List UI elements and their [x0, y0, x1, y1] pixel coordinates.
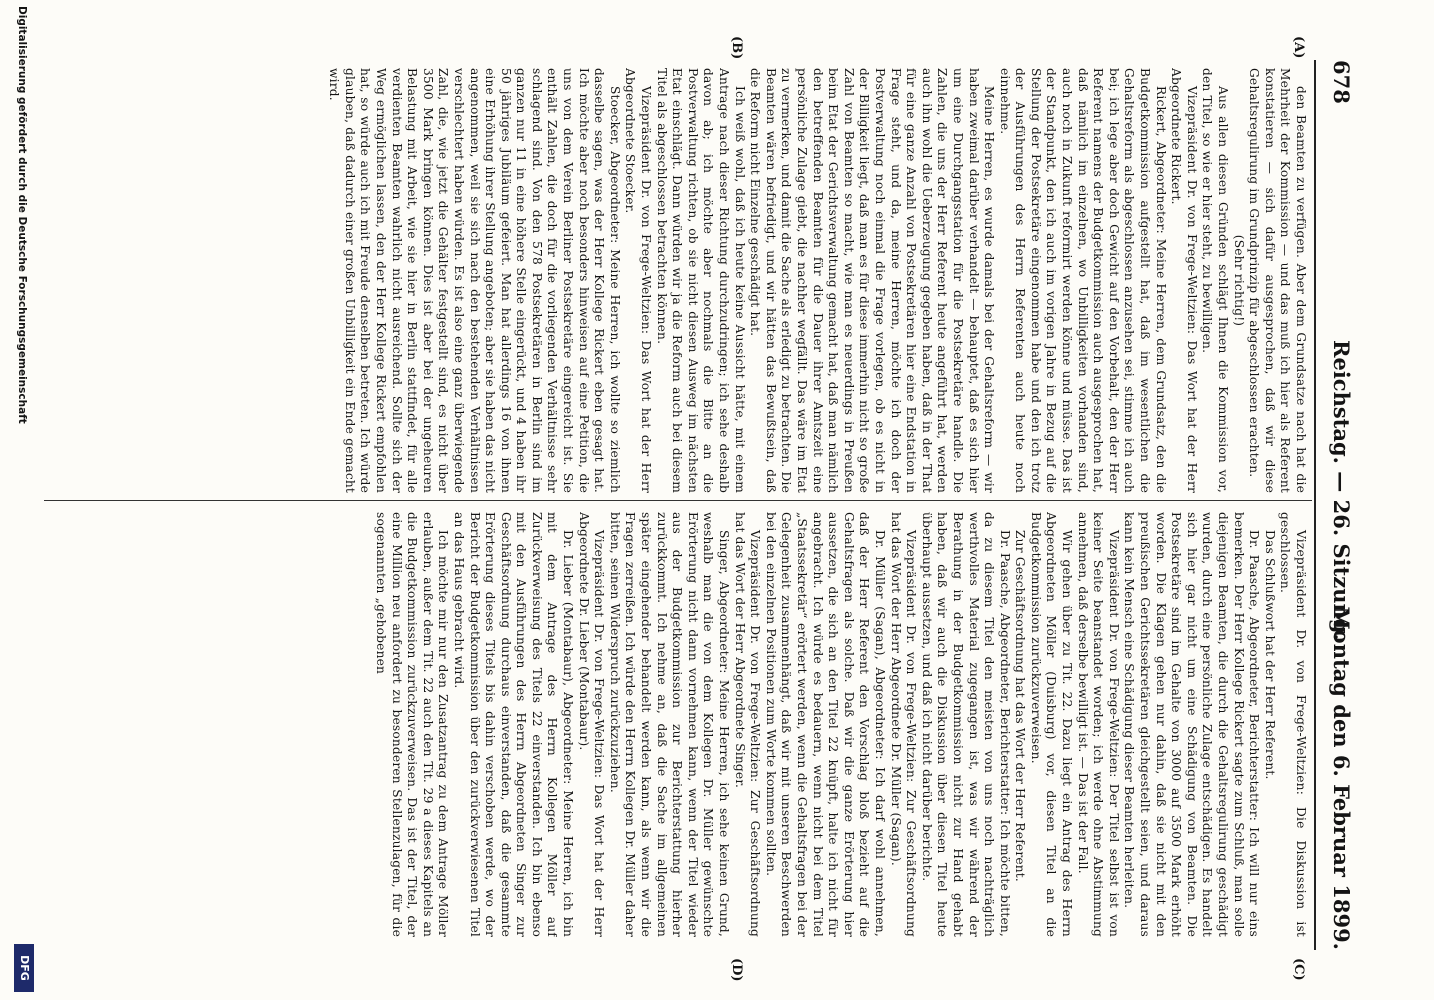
session-title: Reichstag. — 26. Sitzung. — [1329, 340, 1354, 641]
paragraph: Dr. Müller (Sagan), Abgeordneter: Ich darf wohl annehmen, daß der Herr Referent den Vorschlag bloß bezieht auf die Gehaltsfragen als solche. Daß wir die ganze Erörterung hier aussetzen, die sich an den Titel 22 knüpft, halte ich nicht für angebracht. Ich würde es bedauern, wenn nicht bei dem Titel „Staatssekretär“ erörtert werden, wenn die Gehaltsfragen bei der Gelegenheit zusammenhängt, daß wir mit unseren Beschwerden bei den einzelnen Positionen zum Worte kommen sollten. — [763, 512, 887, 937]
paragraph: Meine Herren, es wurde damals bei der Gehaltsreform — wir haben zweimal darüber verhandelt — behauptet, daß es sich hier um eine Durchgangsstation für die Postsekretäre handle. Die Zahlen, die uns der Herr Referent heute angeführt hat, werden auch ihn wohl die Ueberzeugung gegeben haben, daß in der That für eine ganze Anzahl von Postsekretären hier eine Endstation in Frage steht, und da, meine Herren, möchte ich doch der Postverwaltung noch einmal die Frage vorlegen, ob es nicht in der Billigkeit liegt, daß man es für diese immerhin nicht so große Zahl von Beamten so macht, wie man es neuerdings in Preußen beim Etat der Gerichtsverwaltung gemacht hat, daß man nämlich den betreffenden Beamten für die Dauer ihrer Amtszeit eine persönliche Zulage giebt, die nachher wegfällt. Das wäre im Etat zu vermerken, und damit die Sache als erledigt zu betrachten. Die Beamten wären befriedigt, und wir hätten das Bewußtsein, daß die Reform nicht Einzelne geschädigt hat. — [748, 68, 997, 493]
paragraph: Aus allen diesen Gründen schlägt Ihnen die Kommission vor, den Titel, so wie er hier steht, zu bewilligen. — [1200, 68, 1231, 493]
paragraph: Rickert, Abgeordneter: Meine Herren, dem Grundsatz, den die Budgetkommission aufgestellt hat, daß im wesentlichen die Gehaltsreform als abgeschlossen anzusehen sei, stimme ich auch bei; ich lege aber doch Gewicht auf den Vorbehalt, den der Herr Referent namens der Budgetkommission auch ausgesprochen hat, daß nämlich im einzelnen, wo Unbilligkeiten vorhanden sind, auch noch in Zukunft reformirt werden könne und müsse. Das ist der Standpunkt, den ich auch im vorigen Jahre in Bezug auf die Stellung der Postsekretäre eingenommen habe und den ich trotz der Ausführungen des Herrn Referenten auch heute noch einnehme. — [997, 68, 1168, 493]
paragraph: Zur Geschäftsordnung hat das Wort der Herr Referent. — [1013, 530, 1028, 882]
left-text-column — [43, 68, 1308, 493]
paragraph: Vizepräsident Dr. von Frege-Weltzien: Zur Geschäftsordnung hat das Wort der Herr Abgeordnete Dr. Müller (Sagan). — [888, 512, 919, 937]
header-rule — [1314, 60, 1316, 950]
credit-text: Digitalisierung gefördert durch die Deutsche Forschungsgemeinschaft — [16, 6, 28, 424]
paragraph: Ich möchte mir nur den Zusatzantrag zu dem Antrage Möller erlauben, außer dem Tit. 22 auch den Tit. 29 a dieses Kapitels an die Budgetkommission zurückzuverweisen. Das ist der Titel, der eine Million neu anfordert zu besonderen Stellenzulagen, für die sogenannten „gehobenen — [373, 512, 451, 937]
right-text-column — [43, 512, 1308, 937]
dfg-logo: DFG — [14, 944, 34, 992]
paragraph: Wir gehen über zu Tit. 22. Dazu liegt ein Antrag des Herrn Abgeordneten Möller (Duisburg) vor, diesen Titel an die Budgetkommission zurückzuverweisen. — [1028, 512, 1075, 937]
paragraph: Das Schlußwort hat der Herr Referent. — [1262, 530, 1277, 780]
paragraph: Vizepräsident Dr. von Frege-Weltzien: Zur Geschäftsordnung hat das Wort der Herr Abgeordnete Singer. — [732, 512, 763, 937]
paragraph: Singer, Abgeordneter: Meine Herren, ich sehe keinen Grund, weshalb man die von dem Kollegen Dr. Müller gewünschte Erörterung nicht dann vornehmen kann, wenn der Titel wieder aus der Budgetkommission zur Berichterstattung hierher zurückkommt. Ich nehme an, daß die Sache im allgemeinen später eingehender behandelt werden kann, als wenn wir die Fragen zerreißen. Ich würde den Herrn Kollegen Dr. Müller daher bitten, seinen Widerspruch zurückzuziehen. — [607, 512, 732, 937]
margin-marker-b: (B) — [729, 36, 744, 60]
paragraph: Vizepräsident Dr. von Frege-Weltzien: Das Wort hat der Herr Abgeordnete Rickert. — [1169, 68, 1199, 493]
paragraph: Stoecker, Abgeordneter: Meine Herren, ich wollte so ziemlich dasselbe sagen, was der Herr Kollege Rickert eben gesagt hat. Ich möchte aber noch besonders hinweisen auf eine Petition, die uns von dem Verein Berliner Postsekretäre eingereicht ist. Sie enthält Zahlen, die doch für die vorliegenden Verhältnisse sehr schlagend sind. Von den 578 Postsekretären in Berlin sind im ganzen nur 11 in eine höhere Stelle eingerückt, und 4 haben ihr 50 jähriges Jubiläum gefeiert. Man hat allerdings 16 von ihnen eine Erhöhung ihrer Stellung angeboten; aber sie haben das nicht angenommen, weil sie sich nach den bestehenden Verhältnissen verschlechtert haben würden. Es ist also eine ganz überwiegende Zahl, die, wie jetzt die Gehälter festgestellt sind, es nicht über 3500 Mark bringen können. Dies ist aber bei der ungeheuren Belastung mit Arbeit, wie sie hier in Berlin stattfindet, für alle verdienten Beamten wahrlich nicht ausreichend. Sollte sich der Weg ermöglichen lassen, den der Herr Kollege Rickert empfohlen hat, so würde auch ich mit Freude denselben betreten. Ich würde glauben, daß dadurch einer großen Unbilligkeit ein Ende gemacht wird. — [327, 68, 622, 493]
paragraph: Dr. Lieber (Montabaur), Abgeordneter: Meine Herren, ich bin mit dem Antrage des Herrn Kollegen Möller auf Zurückverweisung des Titels 22 einverstanden. Ich bin ebenso mit den Ausführungen des Herrn Abgeordneten Singer zur Geschäftsordnung durchaus einverstanden, daß die gesammte Erörterung dieses Titels bis dahin verschoben werde, wo der Bericht der Budgetkommission über den zurückverwiesenen Titel an das Haus gebracht wird. — [451, 512, 576, 937]
paragraph: Vizepräsident Dr. von Frege-Weltzien: Der Titel selbst ist von keiner Seite beanstandet worden; ich werde ohne Abstimmung annehmen, daß derselbe bewilligt ist. — Das ist der Fall. — [1075, 512, 1121, 937]
running-header — [1320, 60, 1360, 950]
paragraph: Vizepräsident Dr. von Frege-Weltzien: Das Wort hat der Herr Abgeordnete Stoecker. — [623, 68, 654, 493]
margin-marker-d: (D) — [729, 958, 744, 982]
paragraph: Vizepräsident Dr. von Frege-Weltzien: Die Diskussion ist geschlossen. — [1278, 512, 1308, 937]
margin-marker-a: (A) — [1291, 36, 1306, 59]
paragraph: Ich weiß wohl, daß ich heute keine Aussicht hätte, mit einem Antrage nach dieser Richtung durchzudringen; ich sehe deshalb davon ab; ich möchte aber nochmals die Bitte an die Postverwaltung richten, ob sie nicht diesen Ausweg im nächsten Etat einschlägt. Dann würden wir ja die Reform auch bei diesem Titel als abgeschlossen betrachten können. — [654, 68, 747, 493]
digitization-credit — [8, 0, 32, 1000]
paragraph: Dr. Paasche, Abgeordneter, Berichterstatter: Ich möchte bitten, da zu diesem Titel den meisten von uns noch nachträglich werthvolles Material zugegangen ist, was wir während der Berathung in der Budgetkommission nicht zur Hand gehabt haben, daß wir auch die Diskussion über diesen Titel heute überhaupt aussetzen, und daß ich nicht darüber berichte. — [919, 512, 1012, 937]
paragraph: (Sehr richtig!) — [1231, 234, 1246, 327]
paragraph: den Beamten zu verfügen. Aber dem Grundsatze nach hat die Mehrheit der Kommission — und das muß ich hier als Referent konstatieren — sich dafür ausgesprochen, daß wir diese Gehaltsregulirung im Grundprinzip für abgeschlossen erachten. — [1247, 68, 1308, 493]
page-number: 678 — [1329, 60, 1354, 104]
paragraph: Dr. Paasche, Abgeordneter, Berichterstatter: Ich will nur eins bemerken. Der Herr Kollege Rickert sagte zum Schluß, man solle diejenigen Beamten, die durch die Gehaltsregulirung geschädigt wurden, durch eine persönliche Zulage entschädigen. Es handelt sich hier gar nicht um eine Schädigung von Beamten. Die Postsekretäre sind im Gehalte von 3000 auf 3500 Mark erhöht worden. Die Klagen gehen nur dahin, daß sie nicht mit den preußischen Gerichtssekretären gleichgestellt seien, und daraus kann kein Mensch eine Schädigung dieser Beamten herleiten. — [1122, 512, 1262, 937]
paragraph: Vizepräsident Dr. von Frege-Weltzien: Das Wort hat der Herr Abgeordnete Dr. Lieber (Montabaur). — [576, 512, 607, 937]
margin-marker-c: (C) — [1291, 958, 1306, 981]
column-divider — [44, 500, 1312, 501]
session-date: Montag den 6. Februar 1899. — [1329, 606, 1354, 950]
